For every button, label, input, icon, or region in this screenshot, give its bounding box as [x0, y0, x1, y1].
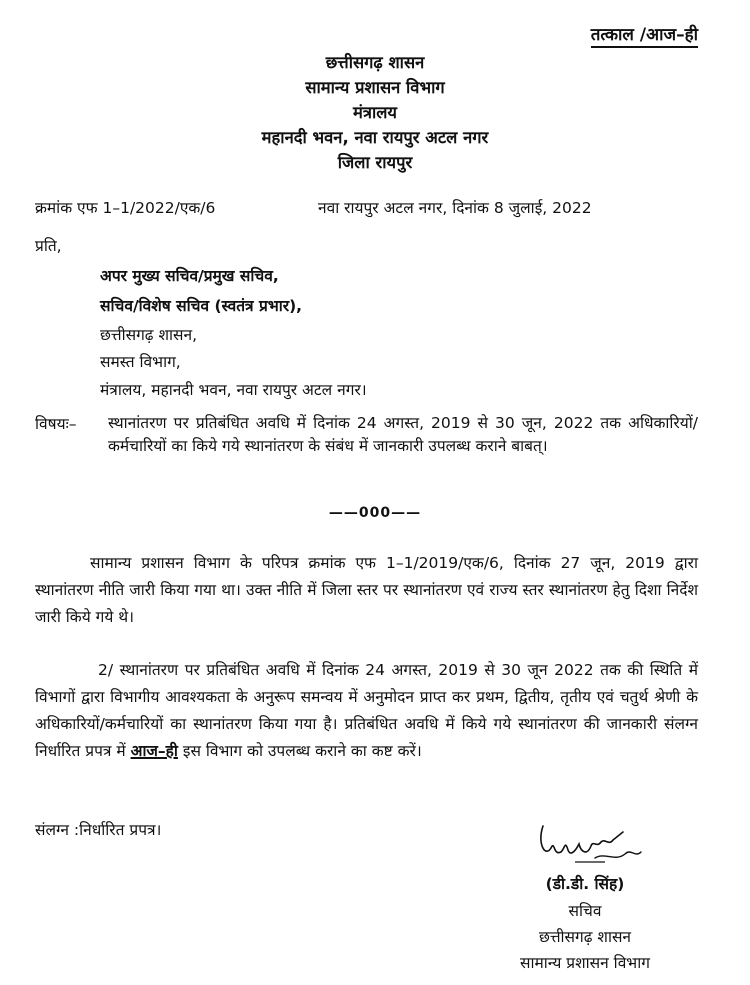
paragraph-1: सामान्य प्रशासन विभाग के परिपत्र क्रमांक एफ 1–1/2019/एक/6, दिनांक 27 जून, 2019 द्वारा स्थानांतरण नीति जारी किया गया था। उक्त नीति में जिला स्तर पर स्थानांतरण एवं राज्य स्तर स्थानांतरण हेतु दिशा निर्देश जारी किये गये थे।	[35, 554, 698, 626]
paragraph-2-text: स्थानांतरण पर प्रतिबंधित अवधि में दिनांक 24 अगस्त, 2019 से 30 जून 2022 तक की स्थिति में विभागों द्वारा विभागीय आवश्यकता के अनुरूप समन्वय में अनुमोदन प्राप्त कर प्रथम, द्वितीय, तृतीय एवं चतुर्थ श्रेणी के अधिकारियों/कर्मचारियों का स्थानांतरण किया गया है। प्रतिबंधित अवधि में किये गये स्थानांतरण की जानकारी संलग्न निर्धारित प्रपत्र में	[35, 661, 698, 760]
paragraph-2-number: 2/	[98, 661, 114, 679]
signatory-designation: सचिव	[568, 902, 602, 920]
signatory-name: (डी.डी. सिंह)	[545, 875, 625, 893]
header-address: महानदी भवन, नवा रायपुर अटल नगर	[261, 128, 489, 147]
subject-text: स्थानांतरण पर प्रतिबंधित अवधि में दिनांक 24 अगस्त, 2019 से 30 जून, 2022 तक अधिकारियों/कर्मचारियों का किये गये स्थानांतरण के संबंध में जानकारी उपलब्ध कराने बाबत्।	[108, 414, 698, 455]
signatory-government: छत्तीसगढ़ शासन	[538, 928, 632, 946]
paragraph-2	[35, 657, 698, 765]
paragraph-2-text-end: इस विभाग को उपलब्ध कराने का कष्ट करें।	[182, 742, 422, 760]
letterhead	[0, 50, 750, 175]
subject-label: विषयः–	[35, 415, 77, 433]
enclosure-note: संलग्न :निर्धारित प्रपत्र।	[35, 821, 162, 839]
addressee-line-3: छत्तीसगढ़ शासन,	[100, 326, 198, 344]
handwritten-signature	[535, 818, 645, 878]
addressee-line-4: समस्त विभाग,	[100, 353, 181, 371]
reference-number: क्रमांक एफ 1–1/2022/एक/6	[35, 199, 216, 217]
paragraph-2-emphasis: आज–ही	[130, 742, 178, 760]
addressee-line-1: अपर मुख्य सचिव/प्रमुख सचिव,	[100, 267, 279, 285]
signatory-department: सामान्य प्रशासन विभाग	[520, 954, 650, 972]
addressee-line-2: सचिव/विशेष सचिव (स्वतंत्र प्रभार),	[100, 297, 303, 315]
to-label: प्रति,	[35, 237, 62, 255]
header-government: छत्तीसगढ़ शासन	[325, 53, 425, 72]
header-district: जिला रायपुर	[337, 153, 413, 172]
urgent-mark: तत्काल /आज–ही	[591, 22, 698, 48]
header-ministry: मंत्रालय	[352, 103, 397, 122]
place-date: नवा रायपुर अटल नगर, दिनांक 8 जुलाई, 2022	[318, 199, 592, 217]
addressee-line-5: मंत्रालय, महानदी भवन, नवा रायपुर अटल नगर।	[100, 381, 367, 399]
separator: ——000——	[328, 505, 422, 521]
header-department: सामान्य प्रशासन विभाग	[305, 78, 445, 97]
